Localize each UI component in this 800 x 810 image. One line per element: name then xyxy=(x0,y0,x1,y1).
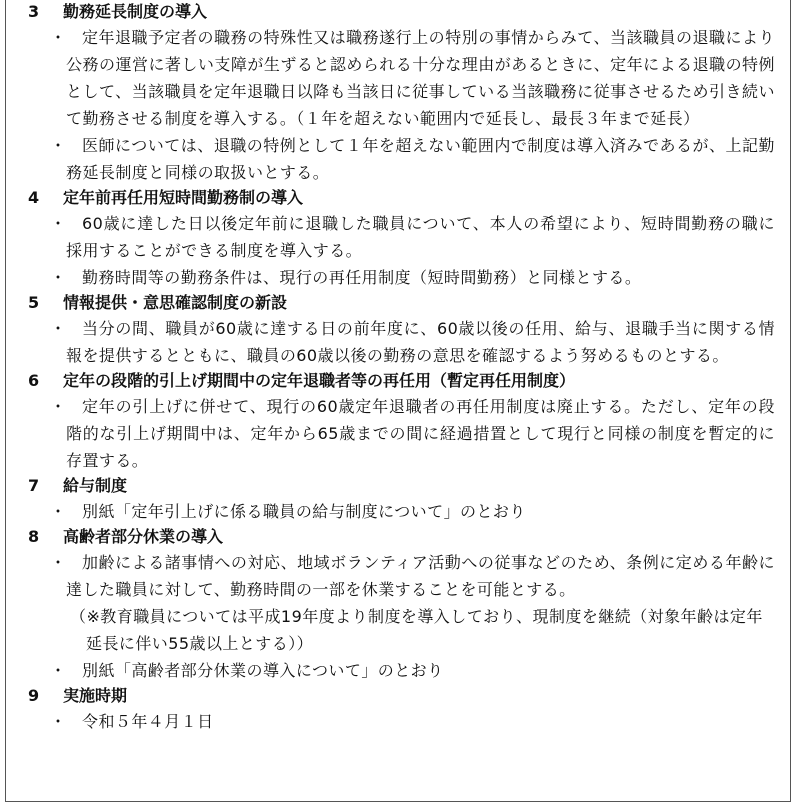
section-heading xyxy=(6,0,790,24)
bullet-icon: ・ xyxy=(50,214,67,233)
bullet-icon: ・ xyxy=(50,502,67,521)
bullet-item xyxy=(50,24,775,132)
bullet-text: 勤務時間等の勤務条件は、現行の再任用制度（短時間勤務）と同様とする。 xyxy=(82,268,642,287)
section-title: 情報提供・意思確認制度の新設 xyxy=(63,293,288,312)
section-heading xyxy=(6,525,790,549)
section-heading xyxy=(6,186,790,210)
section-number: 4 xyxy=(28,188,40,207)
section-title: 定年の段階的引上げ期間中の定年退職者等の再任用（暫定再任用制度） xyxy=(63,371,576,390)
section-number: 3 xyxy=(28,2,40,21)
section-heading xyxy=(6,684,790,708)
section-title: 実施時期 xyxy=(63,686,128,705)
section-9 xyxy=(6,684,790,735)
section-title: 定年前再任用短時間勤務制の導入 xyxy=(63,188,304,207)
section-number: 6 xyxy=(28,371,40,390)
bullet-item xyxy=(50,708,775,735)
section-5 xyxy=(6,291,790,369)
bullet-icon: ・ xyxy=(50,136,67,155)
section-title: 給与制度 xyxy=(63,476,128,495)
section-heading xyxy=(6,369,790,393)
section-3 xyxy=(6,0,790,186)
section-heading xyxy=(6,291,790,315)
bullet-text: 定年の引上げに併せて、現行の60歳定年退職者の再任用制度は廃止する。ただし、定年の段階的な引上げ期間中は、定年から65歳までの間に経過措置として現行と同様の制度を暫定的に存置する。 xyxy=(66,397,775,470)
bullet-icon: ・ xyxy=(50,712,67,731)
section-8 xyxy=(6,525,790,684)
section-4 xyxy=(6,186,790,291)
bullet-text: 加齢による諸事情への対応、地域ボランティア活動への従事などのため、条例に定める年齢に達した職員に対して、勤務時間の一部を休業することを可能とする。 xyxy=(66,553,775,599)
bullet-item xyxy=(50,657,775,684)
bullet-item xyxy=(50,315,775,369)
bullet-text: 別紙「高齢者部分休業の導入について」のとおり xyxy=(82,661,444,680)
bullet-item xyxy=(50,264,775,291)
section-title: 勤務延長制度の導入 xyxy=(63,2,208,21)
bullet-item xyxy=(50,393,775,474)
bullet-icon: ・ xyxy=(50,28,67,47)
bullet-text: 60歳に達した日以後定年前に退職した職員について、本人の希望により、短時間勤務の職に採用することができる制度を導入する。 xyxy=(66,214,775,260)
section-number: 5 xyxy=(28,293,40,312)
note-text: （※教育職員については平成19年度より制度を導入しており、現制度を継続（対象年齢は定年延長に伴い55歳以上とする）） xyxy=(70,607,763,653)
bullet-icon: ・ xyxy=(50,319,67,338)
bullet-icon: ・ xyxy=(50,661,67,680)
bullet-item xyxy=(50,498,775,525)
bullet-text: 医師については、退職の特例として１年を超えない範囲内で制度は導入済みであるが、上記勤務延長制度と同様の取扱いとする。 xyxy=(66,136,775,182)
bullet-icon: ・ xyxy=(50,268,67,287)
section-title: 高齢者部分休業の導入 xyxy=(63,527,224,546)
section-6 xyxy=(6,369,790,474)
bullet-item xyxy=(50,132,775,186)
bullet-text: 当分の間、職員が60歳に達する日の前年度に、60歳以後の任用、給与、退職手当に関する情報を提供するとともに、職員の60歳以後の勤務の意思を確認するよう努めるものとする。 xyxy=(66,319,775,365)
document-page xyxy=(5,0,791,802)
bullet-icon: ・ xyxy=(50,397,67,416)
bullet-text: 別紙「定年引上げに係る職員の給与制度について」のとおり xyxy=(82,502,526,521)
bullet-icon: ・ xyxy=(50,553,67,572)
bullet-item xyxy=(50,210,775,264)
section-heading xyxy=(6,474,790,498)
section-number: 7 xyxy=(28,476,40,495)
bullet-item xyxy=(50,549,775,603)
section-7 xyxy=(6,474,790,525)
section-number: 8 xyxy=(28,527,40,546)
bullet-text: 定年退職予定者の職務の特殊性又は職務遂行上の特別の事情からみて、当該職員の退職により公務の運営に著しい支障が生ずると認められる十分な理由があるときに、定年による退職の特例として、当該職員を定年退職日以降も当該日に従事している当該職務に従事させるため引き続いて勤務させる制度を導入する。（１年を超えない範囲内で延長し、最長３年まで延長） xyxy=(66,28,775,128)
section-number: 9 xyxy=(28,686,40,705)
bullet-text: 令和５年４月１日 xyxy=(82,712,214,731)
